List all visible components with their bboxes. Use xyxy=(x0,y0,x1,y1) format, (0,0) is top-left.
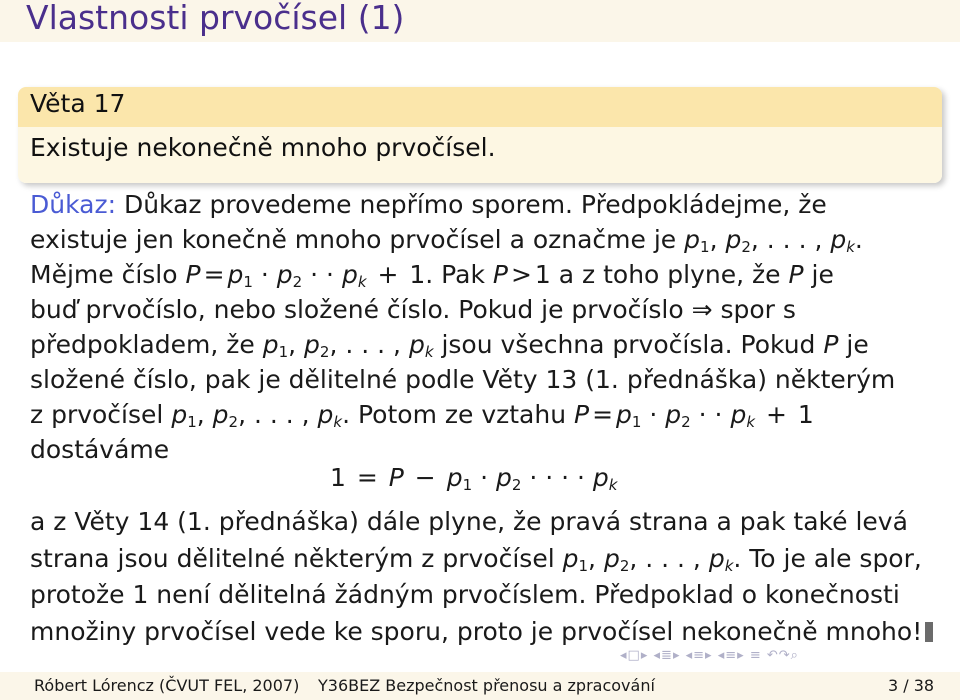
slide-title: Vlastnosti prvočísel (1) xyxy=(26,0,405,37)
nav-section-icon[interactable]: ≡ xyxy=(693,648,706,663)
theorem-statement: Existuje nekonečně mnoho prvočísel. xyxy=(30,133,496,162)
nav-align-icon[interactable]: ≡ xyxy=(749,648,762,663)
theorem-body xyxy=(18,127,942,183)
nav-search-icon[interactable]: ↶↷⌕ xyxy=(766,648,799,663)
beamer-navigation[interactable] xyxy=(620,648,799,663)
footer-bar xyxy=(0,672,960,700)
proof-line: Důkaz: Důkaz provedeme nepřímo sporem. Předpokládejme, že xyxy=(30,190,827,219)
theorem-heading: Věta 17 xyxy=(30,89,126,118)
footer-page-number: 3 / 38 xyxy=(888,676,935,695)
proof-line: dostáváme xyxy=(30,435,170,464)
theorem-block xyxy=(18,87,942,183)
nav-next-subsection-icon[interactable]: ▸ xyxy=(672,648,681,663)
proof-line: předpokladem, že $p_1$, $p_2$, . . . , pk jsou všechna prvočísla. Pokud P je xyxy=(30,330,869,361)
nav-doc-icon[interactable]: ≡ xyxy=(725,648,738,663)
nav-next-icon[interactable]: ▸ xyxy=(640,648,649,663)
theorem-header xyxy=(18,87,942,127)
proof-line: Mějme číslo $P = p_1 \cdot p_2$ · · pk + 1. Pak P > 1 a z toho plyne, že P je xyxy=(30,260,834,291)
nav-prev-subsection-icon[interactable]: ◂ xyxy=(653,648,662,663)
display-equation: $1 = P - p_1 \cdot p_2$ · · · · pk xyxy=(330,463,618,494)
footer-author: Róbert Lórencz (ČVUT FEL, 2007) xyxy=(34,676,300,695)
proof-line: buď prvočíslo, nebo složené číslo. Pokud je prvočíslo ⇒ spor s xyxy=(30,295,796,324)
nav-frame-icon[interactable]: □ xyxy=(627,648,641,663)
title-bar xyxy=(0,0,960,42)
proof-line: množiny prvočísel vede ke sporu, proto je prvočísel nekonečně mnoho! xyxy=(30,616,923,646)
nav-next-doc-icon[interactable]: ▸ xyxy=(737,648,745,663)
nav-prev-section-icon[interactable]: ◂ xyxy=(685,648,694,663)
nav-prev-doc-icon[interactable]: ◂ xyxy=(717,648,726,663)
nav-next-section-icon[interactable]: ▸ xyxy=(705,648,713,663)
qed-symbol xyxy=(925,622,933,642)
proof-line: strana jsou dělitelné některým z prvočísel $p_1$, $p_2$, . . . , pk. To je ale spor, xyxy=(30,543,922,575)
proof-line: z prvočísel $p_1$, $p_2$, . . . , pk. Potom ze vztahu $P = p_1 \cdot p_2$ · · pk + 1 xyxy=(30,400,814,431)
proof-label: Důkaz: xyxy=(30,190,116,219)
proof-line: a z Věty 14 (1. přednáška) dále plyne, že pravá strana a pak také levá xyxy=(30,507,908,536)
nav-prev-icon[interactable]: ◂ xyxy=(620,648,628,663)
proof-text xyxy=(30,187,940,467)
proof-line: složené číslo, pak je dělitelné podle Věty 13 (1. přednáška) některým xyxy=(30,365,896,394)
proof-text-continued xyxy=(30,504,940,650)
nav-subsection-icon[interactable]: ≣ xyxy=(661,648,673,663)
proof-line: existuje jen konečně mnoho prvočísel a označme je $p_1$, $p_2$, . . . , pk. xyxy=(30,225,863,256)
footer-course: Y36BEZ Bezpečnost přenosu a zpracování xyxy=(318,676,655,695)
proof-line: protože 1 není dělitelná žádným prvočíslem. Předpoklad o konečnosti xyxy=(30,580,900,609)
